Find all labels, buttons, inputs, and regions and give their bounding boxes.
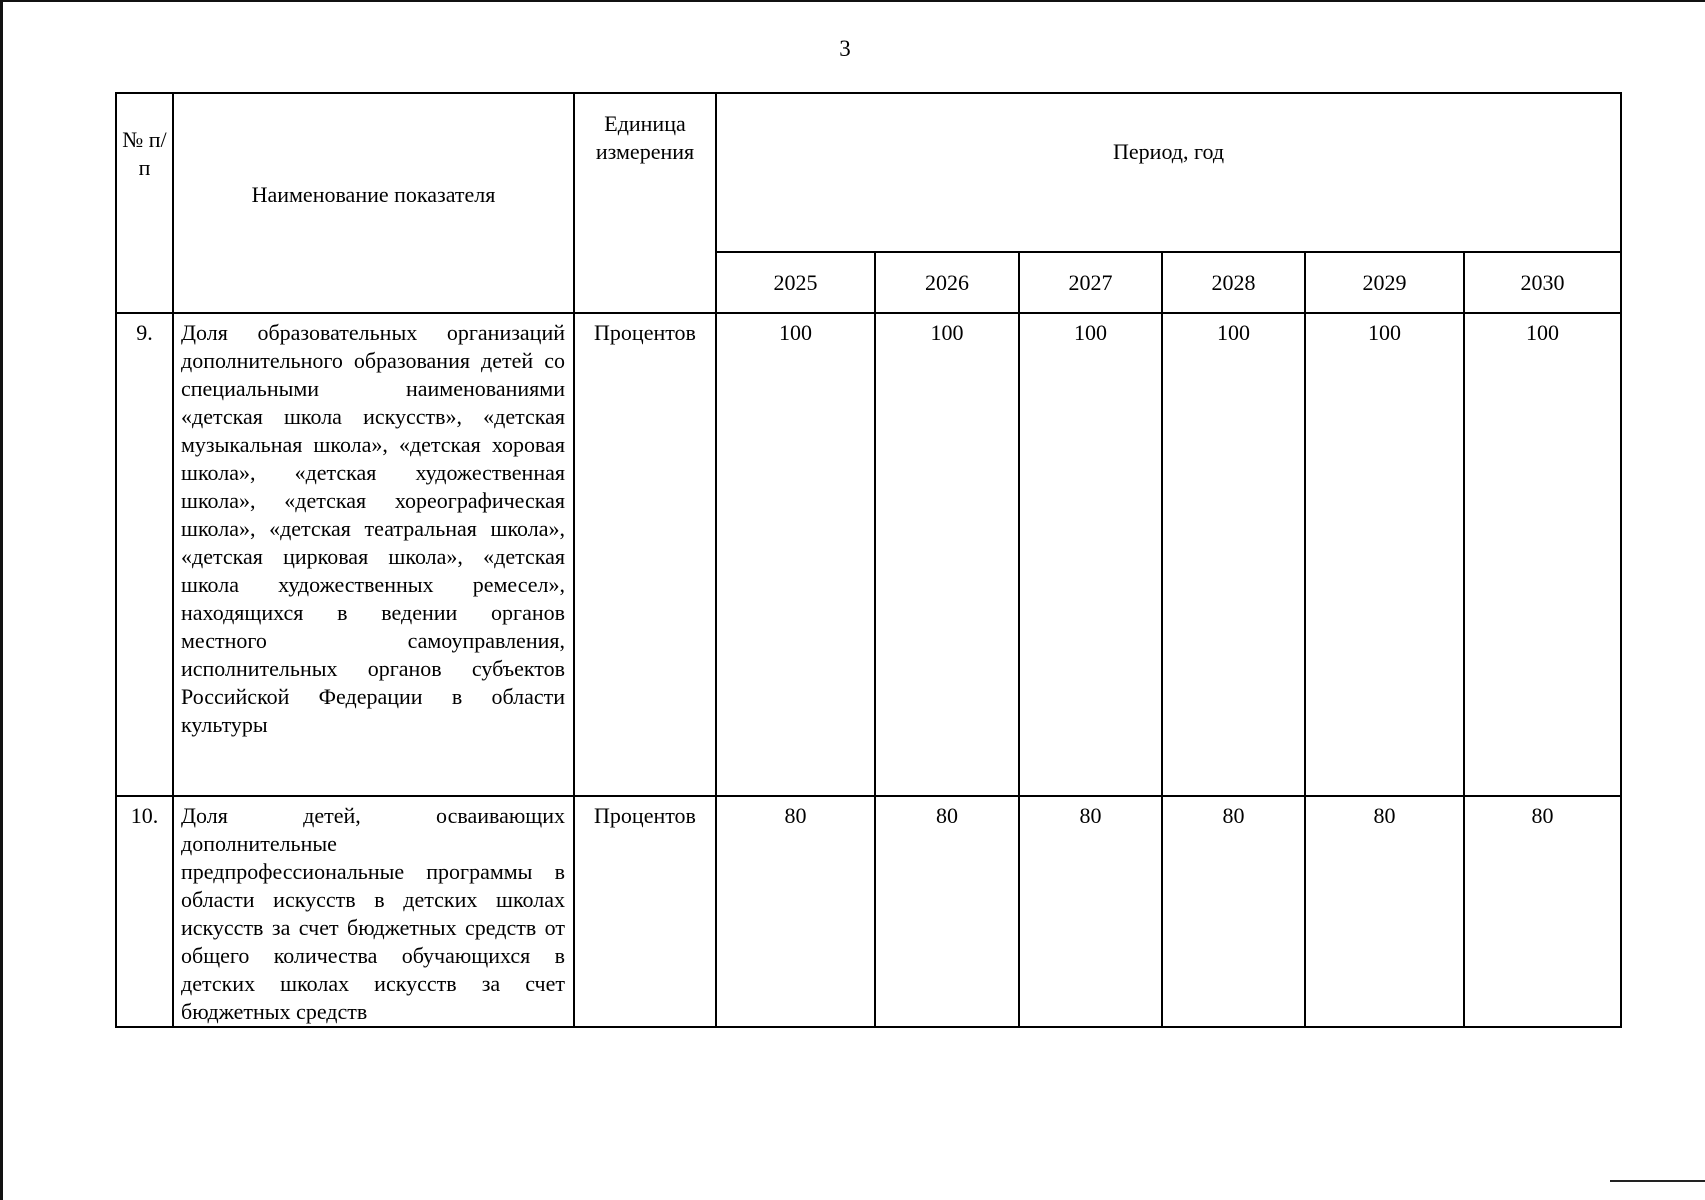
value-cell: 100 — [1019, 313, 1162, 796]
table-row — [116, 313, 1621, 796]
table-row — [116, 796, 1621, 1027]
header-year: 2025 — [716, 252, 875, 313]
value-cell: 100 — [875, 313, 1019, 796]
indicator-name: Доля образовательных организаций дополнительного образования детей со специальными наименованиями «детская школа искусств», «детская музыкальная школа», «детская хоровая школа», «детская художественная школа», «детская хореографическая школа», «детская театральная школа», «детская цирковая школа», «детская школа художественных ремесел», находящихся в ведении органов местного самоуправления, исполнительных органов субъектов Российской Федерации в области культуры — [173, 313, 574, 796]
value-cell: 80 — [716, 796, 875, 1027]
value-cell: 80 — [1464, 796, 1621, 1027]
value-cell: 80 — [1019, 796, 1162, 1027]
header-period: Период, год — [716, 93, 1621, 252]
indicators-table — [115, 92, 1622, 1028]
value-cell: 80 — [1162, 796, 1305, 1027]
row-number: 10. — [116, 796, 173, 1027]
unit-cell: Процентов — [574, 313, 716, 796]
header-year: 2028 — [1162, 252, 1305, 313]
value-cell: 100 — [1464, 313, 1621, 796]
header-year: 2027 — [1019, 252, 1162, 313]
header-year: 2026 — [875, 252, 1019, 313]
scan-edge-left — [0, 0, 3, 1200]
scan-edge-top — [0, 0, 1705, 2]
header-year: 2029 — [1305, 252, 1464, 313]
table-header-row — [116, 93, 1621, 252]
header-num: № п/п — [116, 93, 173, 313]
value-cell: 100 — [716, 313, 875, 796]
header-unit: Единица измерения — [574, 93, 716, 313]
indicator-name: Доля детей, осваивающих дополнительные предпрофессиональные программы в области искусств в детских школах искусств за счет бюджетных средств от общего количества обучающихся в детских школах искусств за счет бюджетных средств — [173, 796, 574, 1027]
header-year: 2030 — [1464, 252, 1621, 313]
header-name: Наименование показателя — [173, 93, 574, 313]
scan-edge-bottom-mark — [1610, 1180, 1705, 1182]
unit-cell: Процентов — [574, 796, 716, 1027]
value-cell: 100 — [1162, 313, 1305, 796]
value-cell: 100 — [1305, 313, 1464, 796]
value-cell: 80 — [875, 796, 1019, 1027]
row-number: 9. — [116, 313, 173, 796]
value-cell: 80 — [1305, 796, 1464, 1027]
page-number: 3 — [839, 36, 851, 61]
